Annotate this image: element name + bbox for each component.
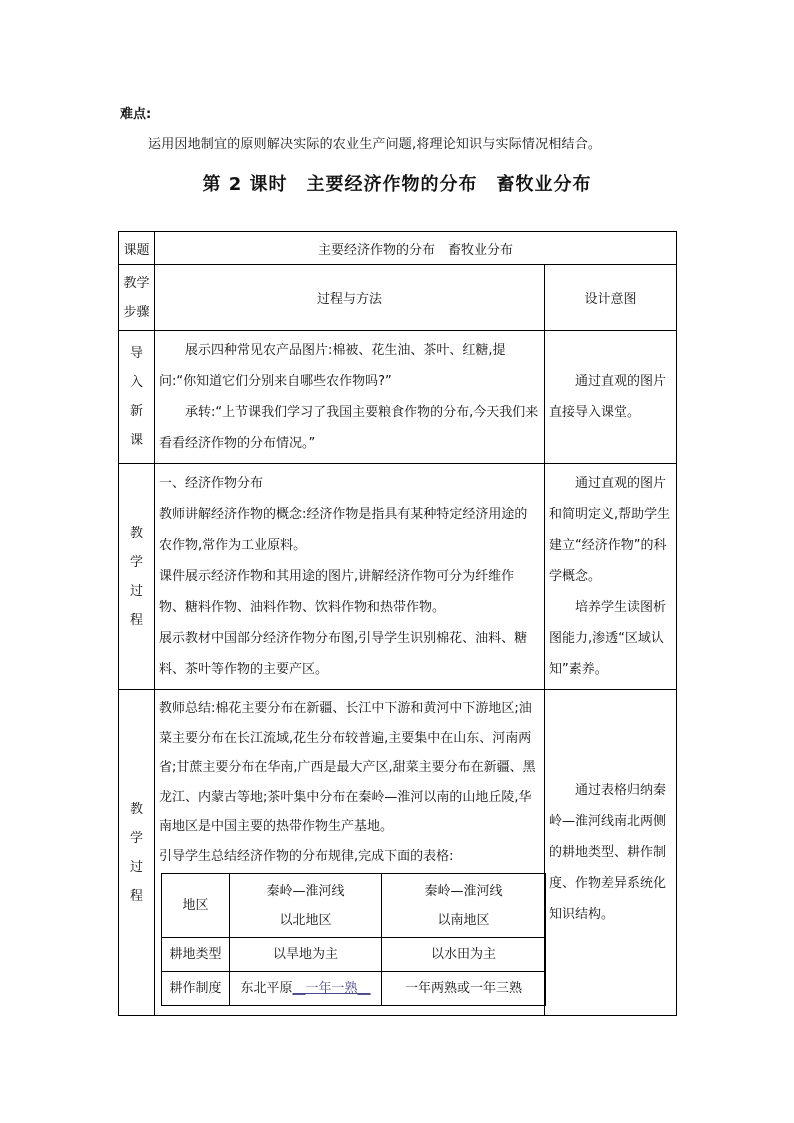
process1-intent-1: 通过直观的图片和简明定义,帮助学生建立“经济作物”的科学概念。 (549, 476, 671, 584)
process1-line: 课件展示经济作物和其用途的图片,讲解经济作物可分为纤维作物、糖料作物、油料作物、饮料作物和热带作物。 (159, 569, 515, 615)
intro-process (155, 331, 545, 464)
process2-row (119, 690, 677, 1016)
steps-header-row (119, 265, 677, 331)
process2-summary: 教师总结:棉花主要分布在新疆、长江中下游和黄河中下游地区;油菜主要分布在长江流域,花生分布较普遍,主要集中在山东、河南两省;甘蔗主要分布在华南,广西是最大产区,甜菜主要分布在新疆、黑龙江、内蒙古等地;茶叶集中分布在秦岭—淮河以南的山地丘陵,华南地区是中国主要的热带作物生产基地。 (159, 701, 536, 834)
process2-intent-text: 通过表格归纳秦岭—淮河线南北两侧的耕地类型、耕作制度、作物差异系统化知识结构。 (549, 783, 667, 922)
north-header-line-1: 秦岭—淮河线 (266, 883, 345, 899)
south-header-line-2: 以南地区 (437, 912, 490, 928)
intro-step-char: 新 (129, 404, 143, 419)
land-type-row (162, 938, 546, 972)
process1-intent-2: 培养学生读图析图能力,渗透“区域认知”素养。 (549, 600, 667, 677)
process1-step-char: 过 (129, 583, 143, 599)
process1-intent (545, 464, 677, 690)
process1-line: 展示教材中国部分经济作物分布图,引导学生识别棉花、油料、糖料、茶叶等作物的主要产区。 (159, 631, 528, 677)
land-type-north: 以旱地为主 (230, 938, 382, 972)
steps-header-line-2: 步骤 (123, 304, 150, 320)
region-header: 地区 (162, 874, 230, 938)
process2-intent (545, 690, 677, 1016)
process2-step-char: 学 (129, 830, 143, 846)
difficulty-label: 难点: (120, 107, 152, 122)
topic-row (119, 232, 677, 265)
intro-paragraph-1: 展示四种常见农产品图片:棉被、花生油、茶叶、红糖,提问:“你知道它们分别来自哪些农作物吗?” (159, 343, 506, 389)
process1-line: 教师讲解经济作物的概念:经济作物是指具有某种特定经济用途的农作物,常作为工业原料。 (159, 507, 528, 553)
process2-guide: 引导学生总结经济作物的分布规律,完成下面的表格: (159, 848, 454, 864)
intent-header: 设计意图 (545, 265, 677, 331)
process1-step-char: 程 (129, 612, 143, 628)
farming-system-north (230, 972, 382, 1006)
process1-content (155, 464, 545, 690)
difficulty-text: 运用因地制宜的原则解决实际的农业生产问题,将理论知识与实际情况相结合。 (148, 137, 602, 152)
process2-step-char: 过 (129, 859, 143, 875)
process2-step-char: 程 (129, 888, 143, 904)
north-header-line-2: 以北地区 (279, 912, 332, 928)
lesson-plan-table (118, 231, 677, 1016)
process2-step (119, 690, 155, 1016)
south-header (382, 874, 546, 938)
land-type-south: 以水田为主 (382, 938, 546, 972)
lesson-title: 第 2 课时 主要经济作物的分布 畜牧业分布 (202, 174, 592, 195)
intro-paragraph-2: 承转:“上节课我们学习了我国主要粮食作物的分布,今天我们来看看经济作物的分布情况。” (159, 405, 539, 451)
steps-header-line-1: 教学 (123, 275, 150, 291)
land-type-label: 耕地类型 (162, 938, 230, 972)
process1-step-char: 教 (129, 525, 143, 541)
south-header-line-1: 秦岭—淮河线 (424, 883, 503, 899)
steps-header (119, 265, 155, 331)
farming-system-label: 耕作制度 (162, 972, 230, 1006)
farming-north-prefix: 东北平原 (240, 981, 293, 996)
process-header: 过程与方法 (155, 265, 545, 331)
intro-step-char: 课 (129, 433, 143, 448)
farming-system-row (162, 972, 546, 1006)
farming-system-south: 一年两熟或一年三熟 (382, 972, 546, 1006)
topic-value: 主要经济作物的分布 畜牧业分布 (155, 232, 677, 265)
summary-header-row (162, 874, 546, 938)
summary-table (161, 873, 546, 1006)
process1-line: 一、经济作物分布 (159, 476, 264, 491)
intro-step-char: 导 (129, 346, 143, 361)
process1-step-char: 学 (129, 554, 143, 570)
intro-intent-text: 通过直观的图片直接导入课堂。 (549, 374, 667, 420)
process2-content (155, 690, 545, 1016)
north-header (230, 874, 382, 938)
process1-step (119, 464, 155, 690)
intro-intent (545, 331, 677, 464)
intro-step-char: 入 (129, 375, 143, 390)
intro-row (119, 331, 677, 464)
intro-step (119, 331, 155, 464)
farming-north-fill: __一年一熟__ (292, 981, 371, 996)
topic-header: 课题 (119, 232, 155, 265)
process1-row (119, 464, 677, 690)
process2-step-char: 教 (129, 801, 143, 817)
